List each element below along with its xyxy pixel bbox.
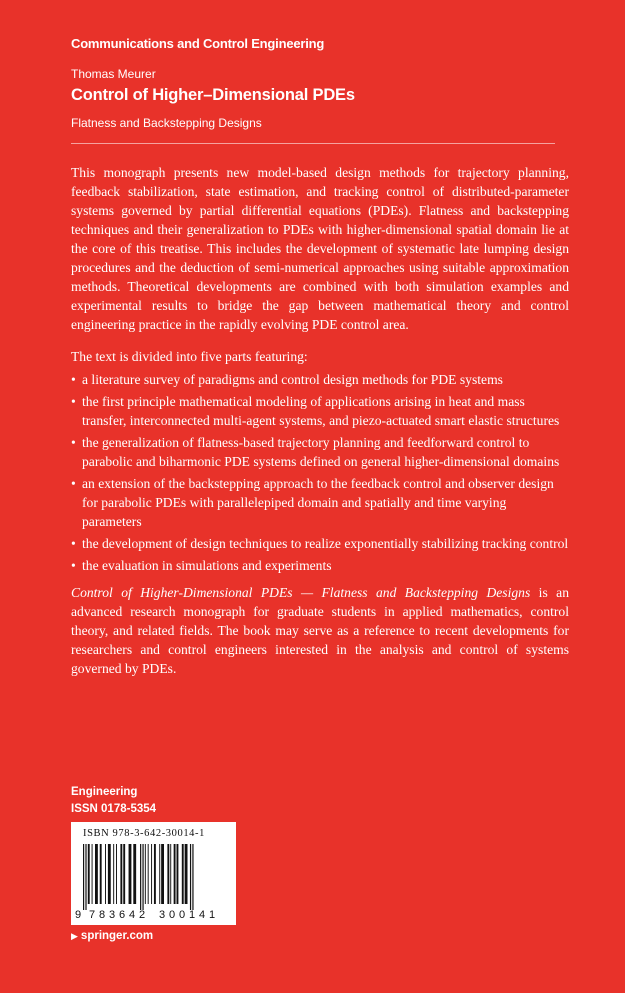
barcode-digit: 6 bbox=[119, 909, 126, 921]
barcode-bar bbox=[159, 844, 160, 904]
barcode-bar bbox=[105, 844, 106, 904]
parts-intro: The text is divided into five parts featuring: bbox=[71, 349, 308, 364]
barcode-bar bbox=[133, 844, 136, 904]
closing-text: is an advanced research monograph for graduate students in applied mathematics, control theory, and related fields. The book may serve as a reference to recent developments for researchers and control engineers interested in the analysis and control of systems governed by PDEs. bbox=[71, 585, 570, 676]
barcode-bar bbox=[190, 844, 191, 910]
barcode-graphic bbox=[81, 844, 227, 910]
description-paragraph: This monograph presents new model-based design methods for trajectory planning, feedback stabilization, state estimation, and tracking control of distributed-parameter systems governed by partial differential equations (PDEs). Flatness and backstepping techniques and their generalization to PDEs with higher-dimensional spatial domain lie at the core of this treatise. This includes the development of systematic late lumping design procedures and the deduction of semi-numerical approaches using suitable approximation methods. Theoretical developments are combined with both simulation examples and experimental results to bridge the gap between mathematical theory and control engineering practice in the rapidly evolving PDE control area. bbox=[71, 165, 569, 332]
barcode-bar bbox=[145, 844, 146, 904]
barcode-bar bbox=[148, 844, 149, 904]
barcode-bar bbox=[100, 844, 102, 904]
barcode-bar bbox=[177, 844, 179, 904]
barcode-digit: 2 bbox=[139, 909, 146, 921]
barcode-bar bbox=[140, 844, 141, 910]
barcode-bar bbox=[120, 844, 122, 904]
barcode-bar bbox=[174, 844, 176, 904]
list-item: • the first principle mathematical modeling of applications arising in heat and mass transfer, interconnected multi-agent systems, and piezo-actuated smart elastic structures bbox=[71, 394, 560, 428]
barcode-digit: 3 bbox=[159, 909, 166, 921]
list-item: • the generalization of flatness-based trajectory planning and feedforward control to parabolic and biharmonic PDE systems defined on general higher-dimensional domains bbox=[71, 435, 560, 469]
barcode-bar bbox=[113, 844, 114, 904]
issn-label: ISSN 0178-5354 bbox=[71, 803, 157, 815]
barcode-bar bbox=[116, 844, 117, 904]
subject-label: Engineering bbox=[71, 786, 138, 798]
bullet-icon: • bbox=[71, 476, 76, 491]
list-item: • an extension of the backstepping approach to the feedback control and observer design for parabolic PDEs with parallelepiped domain and spatially and time varying parameters bbox=[71, 476, 554, 529]
barcode-digit: 8 bbox=[99, 909, 106, 921]
book-title: Control of Higher–Dimensional PDEs bbox=[71, 86, 355, 104]
barcode-digit: 4 bbox=[199, 909, 206, 921]
barcode-bar bbox=[85, 844, 86, 910]
barcode-bar bbox=[123, 844, 125, 904]
isbn-label: ISBN 978-3-642-30014-1 bbox=[83, 828, 205, 839]
author-name: Thomas Meurer bbox=[71, 67, 156, 81]
barcode-bar bbox=[182, 844, 184, 904]
barcode-digit: 7 bbox=[89, 909, 96, 921]
bullet-icon: • bbox=[71, 394, 76, 409]
barcode-bar bbox=[170, 844, 171, 904]
bullet-icon: • bbox=[71, 558, 76, 573]
website-label: springer.com bbox=[80, 930, 154, 942]
barcode-number bbox=[75, 909, 233, 923]
barcode-bar bbox=[161, 844, 164, 904]
barcode-bars bbox=[81, 844, 227, 910]
barcode-bar bbox=[129, 844, 132, 904]
series-name: Communications and Control Engineering bbox=[71, 36, 325, 51]
barcode-digit: 0 bbox=[179, 909, 186, 921]
barcode-digit: 3 bbox=[109, 909, 116, 921]
book-subtitle: Flatness and Backstepping Designs bbox=[71, 116, 262, 130]
closing-title: Control of Higher-Dimensional PDEs — Flatness and Backstepping Designs bbox=[71, 585, 531, 600]
barcode-digit: 1 bbox=[189, 909, 196, 921]
list-item: • the evaluation in simulations and experiments bbox=[71, 558, 332, 573]
barcode-bar bbox=[185, 844, 188, 904]
barcode-bar bbox=[154, 844, 156, 904]
barcode-bar bbox=[83, 844, 84, 910]
barcode-bar bbox=[167, 844, 169, 904]
list-item: • a literature survey of paradigms and control design methods for PDE systems bbox=[71, 372, 503, 387]
barcode-bar bbox=[92, 844, 93, 904]
arrow-right-icon: ▶ bbox=[71, 931, 78, 941]
barcode-bar bbox=[108, 844, 111, 904]
closing-paragraph bbox=[71, 583, 569, 678]
barcode-digit: 0 bbox=[169, 909, 176, 921]
bullet-icon: • bbox=[71, 536, 76, 551]
barcode-bar bbox=[192, 844, 193, 910]
publisher-website[interactable] bbox=[71, 930, 153, 942]
list-item: • the development of design techniques to realize exponentially stabilizing tracking control bbox=[71, 536, 569, 551]
barcode bbox=[71, 822, 236, 925]
barcode-bar bbox=[95, 844, 98, 904]
barcode-bar bbox=[142, 844, 143, 910]
bullet-icon: • bbox=[71, 435, 76, 450]
barcode-bar bbox=[88, 844, 90, 904]
parts-list bbox=[71, 370, 569, 575]
divider-rule bbox=[71, 143, 555, 144]
bullet-icon: • bbox=[71, 372, 76, 387]
barcode-digit: 4 bbox=[129, 909, 136, 921]
barcode-digit: 9 bbox=[75, 909, 82, 921]
back-cover-text bbox=[71, 163, 569, 678]
barcode-bar bbox=[151, 844, 152, 904]
barcode-digit: 1 bbox=[209, 909, 216, 921]
